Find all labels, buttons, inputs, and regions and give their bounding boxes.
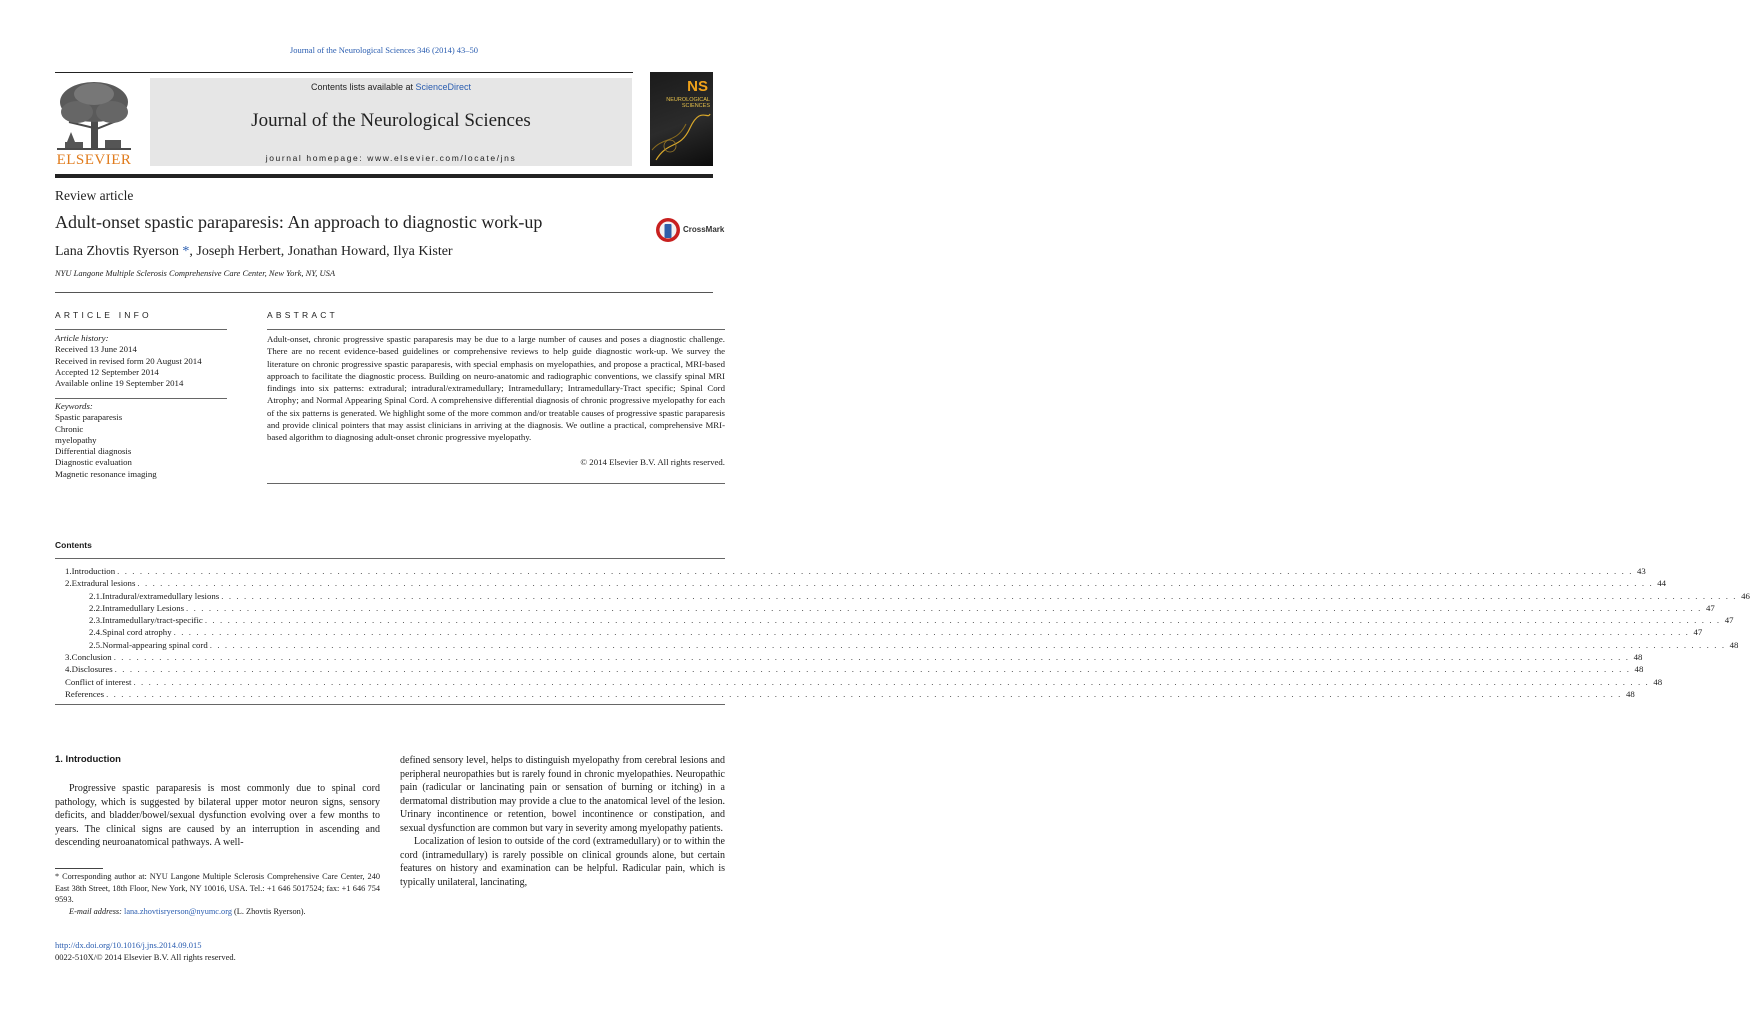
abstract-rule-top bbox=[267, 329, 725, 330]
header-divider bbox=[55, 292, 713, 293]
toc-entry-number: 3. bbox=[65, 652, 72, 663]
journal-title: Journal of the Neurological Sciences bbox=[251, 110, 531, 131]
toc-entry-page: 43 bbox=[1637, 566, 1646, 576]
masthead-bottom-rule bbox=[55, 174, 713, 178]
toc-leader-dots: . . . . . . . . . . . . . . . . . . . . . . . . . . . . . . . . . . . . . . . . . . . . . . . . . . . . . . . . . . . . . . . . . . . . . . . . . . . . . . . . . . . . . . . . . . . . . . . . . . . . . . . . . . . . . . . . . . . . . . . . . . . . . . . . . . . . . . . . . . . . . . . . . . . . . . . . . . . . . . . . . . . . . . . . . . . . . . . . . . . . . . . . . . . . . . . . . . . . . . . . bbox=[173, 627, 1690, 638]
journal-cover-image[interactable] bbox=[650, 72, 713, 166]
toc-entry-title[interactable]: Extradural lesions bbox=[71, 578, 136, 589]
toc-entry-page: 48 bbox=[1625, 688, 1635, 699]
toc-entry-title[interactable]: Intramedullary/tract-specific bbox=[102, 615, 203, 626]
toc-leader-dots: . . . . . . . . . . . . . . . . . . . . . . . . . . . . . . . . . . . . . . . . . . . . . . . . . . . . . . . . . . . . . . . . . . . . . . . . . . . . . . . . . . . . . . . . . . . . . . . . . . . . . . . . . . . . . . . . . . . . . . . . . . . . . . . . . . . . . . . . . . . . . . . . . . . . . . . . . . . . . . . . . . . . . . . . . . . . . . . . . . . . . . . . . . . . . . . . . . . . . . . . bbox=[114, 664, 1631, 675]
toc-entry-number: 2. bbox=[65, 578, 72, 589]
article-info-heading: ARTICLE INFO bbox=[55, 310, 152, 320]
toc-entry[interactable] bbox=[55, 590, 1750, 603]
toc-entry-page: 46 bbox=[1741, 590, 1750, 601]
toc-leader-dots: . . . . . . . . . . . . . . . . . . . . . . . . . . . . . . . . . . . . . . . . . . . . . . . . . . . . . . . . . . . . . . . . . . . . . . . . . . . . . . . . . . . . . . . . . . . . . . . . . . . . . . . . . . . . . . . . . . . . . . . . . . . . . . . . . . . . . . . . . . . . . . . . . . . . . . . . . . . . . . . . . . . . . . . . . . . . . . . . . . . . . . . . . . . . . . . . . . . . . . . . bbox=[137, 578, 1654, 589]
toc-leader-dots: . . . . . . . . . . . . . . . . . . . . . . . . . . . . . . . . . . . . . . . . . . . . . . . . . . . . . . . . . . . . . . . . . . . . . . . . . . . . . . . . . . . . . . . . . . . . . . . . . . . . . . . . . . . . . . . . . . . . . . . . . . . . . . . . . . . . . . . . . . . . . . . . . . . . . . . . . . . . . . . . . . . . . . . . . . . . . . . . . . . . . . . . . . . . . . . . . . . . . . . . bbox=[113, 652, 1630, 663]
toc-leader-dots: . . . . . . . . . . . . . . . . . . . . . . . . . . . . . . . . . . . . . . . . . . . . . . . . . . . . . . . . . . . . . . . . . . . . . . . . . . . . . . . . . . . . . . . . . . . . . . . . . . . . . . . . . . . . . . . . . . . . . . . . . . . . . . . . . . . . . . . . . . . . . . . . . . . . . . . . . . . . . . . . . . . . . . . . . . . . . . . . . . . . . . . . . . . . . . . . . . . . . . . . bbox=[204, 615, 1721, 626]
contents-prefix: Contents lists available at bbox=[310, 82, 416, 92]
article-history bbox=[55, 333, 235, 389]
abstract-heading: ABSTRACT bbox=[267, 310, 338, 320]
contents-rule-top bbox=[55, 558, 725, 559]
elsevier-logo[interactable] bbox=[55, 78, 133, 170]
journal-homepage-link[interactable]: journal homepage: www.elsevier.com/locate/jns bbox=[265, 153, 517, 163]
keywords-label: Keywords: bbox=[55, 401, 93, 411]
toc-entry-title[interactable]: Introduction bbox=[71, 566, 116, 576]
cover-artwork-icon bbox=[650, 110, 713, 166]
keywords-block bbox=[55, 401, 235, 480]
history-item: Available online 19 September 2014 bbox=[55, 378, 184, 389]
toc-entry[interactable] bbox=[55, 664, 1644, 676]
journal-citation-link[interactable]: Journal of the Neurological Sciences 346 (2014) 43–50 bbox=[289, 45, 479, 55]
toc-entry-page: 48 bbox=[1729, 639, 1739, 650]
toc-entry-page: 47 bbox=[1724, 615, 1734, 626]
cover-subtitle: NEUROLOGICAL SCIENCES bbox=[666, 97, 710, 109]
toc-entry[interactable] bbox=[55, 578, 1667, 590]
toc-entry-title[interactable]: Conflict of interest bbox=[65, 676, 132, 687]
history-item: Received 13 June 2014 bbox=[55, 344, 137, 355]
toc-entry-title[interactable]: Conclusion bbox=[71, 652, 112, 663]
body-paragraph: Localization of lesion to outside of the cord (extramedullary) or to within the cord (intramedullary) is rarely possible on clinical grounds alone, but certain features on history and examination can be helpful. Radicular pain, which is typically unilateral, lancinating, bbox=[400, 836, 725, 888]
toc-entry-title[interactable]: Spinal cord atrophy bbox=[102, 627, 172, 638]
footnote-text: * Corresponding author at: NYU Langone Multiple Sclerosis Comprehensive Care Center, 240 East 38th Street, 18th Floor, New York, NY 10016, USA. Tel.: +1 646 5017524; fax: +1 646 754 9593. bbox=[55, 872, 380, 905]
toc-leader-dots: . . . . . . . . . . . . . . . . . . . . . . . . . . . . . . . . . . . . . . . . . . . . . . . . . . . . . . . . . . . . . . . . . . . . . . . . . . . . . . . . . . . . . . . . . . . . . . . . . . . . . . . . . . . . . . . . . . . . . . . . . . . . . . . . . . . . . . . . . . . . . . . . . . . . . . . . . . . . . . . . . . . . . . . . . . . . . . . . . . . . . . . . . . . . . . . . . . . . . . . . bbox=[186, 602, 1702, 613]
toc-entry-number: 1. bbox=[65, 566, 72, 576]
keyword-item: Spastic paraparesis bbox=[55, 412, 123, 423]
toc-entry[interactable] bbox=[55, 602, 1715, 615]
abstract-rule-bottom bbox=[267, 483, 725, 484]
abstract-copyright: © 2014 Elsevier B.V. All rights reserved. bbox=[580, 457, 725, 467]
keyword-item: Differential diagnosis bbox=[55, 446, 132, 457]
introduction-paragraph: Progressive spastic paraparesis is most commonly due to spinal cord pathology, which is suggested by bilateral upper motor neuron signs, sensory deficits, and bladder/bowel/sexual dysfunction evolving over a few months to years. The clinical signs are caused by an interruption in ascending and descending neuroanatomical pathways. A well- bbox=[55, 783, 380, 848]
toc-entry[interactable] bbox=[55, 676, 1663, 689]
toc-leader-dots: . . . . . . . . . . . . . . . . . . . . . . . . . . . . . . . . . . . . . . . . . . . . . . . . . . . . . . . . . . . . . . . . . . . . . . . . . . . . . . . . . . . . . . . . . . . . . . . . . . . . . . . . . . . . . . . . . . . . . . . . . . . . . . . . . . . . . . . . . . . . . . . . . . . . . . . . . . . . . . . . . . . . . . . . . . . . . . . . . . . . . . . . . . . . . . . . . . . . . . . . bbox=[133, 676, 1650, 687]
toc-entry[interactable] bbox=[55, 615, 1734, 627]
abstract-text: Adult-onset, chronic progressive spastic paraparesis may be due to a large number of causes and poses a diagnostic challenge. There are no recent evidence-based guidelines or comprehensive reviews to help guide diagnostic work-up. We survey the literature on chronic progressive spastic paraparesis, with special emphasis on myelopathies, and propose a practical, MRI-based approach to facilitate the diagnostic process. Building on neuro-anatomic and radiographic conventions, we classify spinal MRI findings into six patterns: extradural; intradural/extramedullary; Intramedullary; Intramedullary-Tract specific; Spinal Cord Atrophy; and Normal Appearing Spinal Cord. A comprehensive differential diagnosis of chronic progressive myelopathy for each of the six patterns is generated. We highlight some of the more common and/or treatable causes of progressive spastic paraparesis and provide clinical pointers that may assist clinicians in arriving at the diagnosis. We outline a practical, comprehensive MRI-based algorithm to diagnosing adult-onset chronic progressive myelopathy. bbox=[267, 334, 725, 443]
toc-entry-page: 48 bbox=[1633, 652, 1643, 663]
toc-entry[interactable] bbox=[55, 688, 1635, 701]
author-email-link[interactable]: lana.zhovtisryerson@nyumc.org bbox=[124, 906, 232, 916]
cover-abbrev: NS bbox=[687, 78, 708, 95]
toc-entry-number: 2.5. bbox=[89, 639, 103, 650]
corresponding-author-mark[interactable]: * bbox=[182, 244, 190, 259]
toc-leader-dots: . . . . . . . . . . . . . . . . . . . . . . . . . . . . . . . . . . . . . . . . . . . . . . . . . . . . . . . . . . . . . . . . . . . . . . . . . . . . . . . . . . . . . . . . . . . . . . . . . . . . . . . . . . . . . . . . . . . . . . . . . . . . . . . . . . . . . . . . . . . . . . . . . . . . . . . . . . . . . . . . . . . . . . . . . . . . . . . . . . . . . . . . . . . . . . . . . . . . . . . . bbox=[221, 590, 1738, 601]
toc-entry-number: 2.4. bbox=[89, 627, 103, 638]
toc-leader-dots: . . . . . . . . . . . . . . . . . . . . . . . . . . . . . . . . . . . . . . . . . . . . . . . . . . . . . . . . . . . . . . . . . . . . . . . . . . . . . . . . . . . . . . . . . . . . . . . . . . . . . . . . . . . . . . . . . . . . . . . . . . . . . . . . . . . . . . . . . . . . . . . . . . . . . . . . . . . . . . . . . . . . . . . . . . . . . . . . . . . . . . . . . . . . . . . . . . . . . . . . bbox=[106, 688, 1622, 699]
article-type: Review article bbox=[55, 188, 134, 203]
crossmark-label: CrossMark bbox=[683, 225, 725, 234]
article-info-rule bbox=[55, 329, 227, 330]
history-label: Article history: bbox=[55, 333, 109, 343]
doi-link[interactable]: http://dx.doi.org/10.1016/j.jns.2014.09.015 bbox=[55, 940, 202, 950]
toc-entry-title[interactable]: Normal-appearing spinal cord bbox=[102, 639, 208, 650]
toc-entry-title[interactable]: Disclosures bbox=[71, 664, 113, 675]
toc-entry-page: 47 bbox=[1693, 627, 1703, 638]
toc-leader-dots: . . . . . . . . . . . . . . . . . . . . . . . . . . . . . . . . . . . . . . . . . . . . . . . . . . . . . . . . . . . . . . . . . . . . . . . . . . . . . . . . . . . . . . . . . . . . . . . . . . . . . . . . . . . . . . . . . . . . . . . . . . . . . . . . . . . . . . . . . . . . . . . . . . . . . . . . . . . . . . . . . . . . . . . . . . . . . . . . . . . . . . . . . . . . . . . . . . . . . . . . bbox=[209, 639, 1726, 650]
toc-entry-page: 48 bbox=[1634, 664, 1644, 675]
contents-rule-bottom bbox=[55, 704, 725, 705]
toc-entry-page: 44 bbox=[1657, 578, 1667, 589]
contents-heading: Contents bbox=[55, 540, 92, 550]
toc-entry-number: 2.1. bbox=[89, 590, 103, 601]
corresponding-author-footnote bbox=[55, 871, 380, 917]
toc-leader-dots: . . . . . . . . . . . . . . . . . . . . . . . . . . . . . . . . . . . . . . . . . . . . . . . . . . . . . . . . . . . . . . . . . . . . . . . . . . . . . . . . . . . . . . . . . . . . . . . . . . . . . . . . . . . . . . . . . . . . . . . . . . . . . . . . . . . . . . . . . . . . . . . . . . . . . . . . . . . . . . . . . . . . . . . . . . . . . . . . . . . . . . . . . . . . . . . . . . . . . . . . bbox=[117, 566, 1633, 576]
toc-entry[interactable] bbox=[55, 566, 1646, 578]
keyword-item: Chronic bbox=[55, 423, 84, 434]
body-right-column bbox=[400, 754, 725, 889]
crossmark-icon bbox=[655, 216, 681, 244]
footnote-rule bbox=[55, 868, 103, 869]
article-title: Adult-onset spastic paraparesis: An approach to diagnostic work-up bbox=[55, 212, 543, 232]
toc-entry[interactable] bbox=[55, 652, 1643, 664]
table-of-contents bbox=[55, 566, 1750, 701]
toc-entry-title[interactable]: Intradural/extramedullary lesions bbox=[102, 590, 220, 601]
email-suffix: (L. Zhovtis Ryerson). bbox=[231, 906, 306, 916]
toc-entry-title[interactable]: References bbox=[65, 688, 105, 699]
toc-entry-number: 2.2. bbox=[89, 602, 103, 613]
keyword-item: Magnetic resonance imaging bbox=[55, 468, 157, 479]
toc-entry-title[interactable]: Intramedullary Lesions bbox=[102, 602, 185, 613]
author-corresponding[interactable]: Lana Zhovtis Ryerson bbox=[55, 244, 179, 259]
body-paragraph: defined sensory level, helps to distinguish myelopathy from cerebral lesions and peripheral neuropathies but is rarely found in chronic myelopathies. Neuropathic pain (radicular or lancinating pain or sensation of burning or itching) in a dermatomal distribution may provide a clue to the anatomical level of the lesion. Urinary incontinence or retention, bowel incontinence or constipation, and sexual dysfunction are common but vary in severity among myelopathy patients. bbox=[400, 755, 725, 834]
history-item: Received in revised form 20 August 2014 bbox=[55, 355, 202, 366]
publisher-wordmark: ELSEVIER bbox=[56, 152, 132, 168]
sciencedirect-link[interactable]: ScienceDirect bbox=[415, 82, 472, 92]
masthead-top-rule bbox=[55, 72, 633, 73]
toc-entry[interactable] bbox=[55, 639, 1739, 652]
author-affiliation: NYU Langone Multiple Sclerosis Comprehensive Care Center, New York, NY, USA bbox=[55, 268, 336, 278]
history-item: Accepted 12 September 2014 bbox=[55, 366, 159, 377]
author-others: , Joseph Herbert, Jonathan Howard, Ilya Kister bbox=[189, 244, 453, 259]
toc-entry-page: 48 bbox=[1653, 676, 1663, 687]
introduction-heading: 1. Introduction bbox=[55, 754, 121, 765]
email-label: E-mail address: bbox=[69, 906, 122, 916]
issn-copyright: 0022-510X/© 2014 Elsevier B.V. All rights reserved. bbox=[55, 952, 236, 962]
toc-entry-number: 4. bbox=[65, 664, 72, 675]
keyword-item: Diagnostic evaluation bbox=[55, 457, 132, 468]
toc-entry-page: 47 bbox=[1705, 602, 1715, 613]
contents-available-line bbox=[150, 82, 632, 92]
toc-entry[interactable] bbox=[55, 627, 1703, 639]
author-list bbox=[55, 244, 453, 260]
keyword-item: myelopathy bbox=[55, 434, 97, 445]
keywords-rule bbox=[55, 398, 227, 399]
crossmark-button[interactable] bbox=[655, 216, 730, 244]
toc-entry-number: 2.3. bbox=[89, 615, 103, 626]
